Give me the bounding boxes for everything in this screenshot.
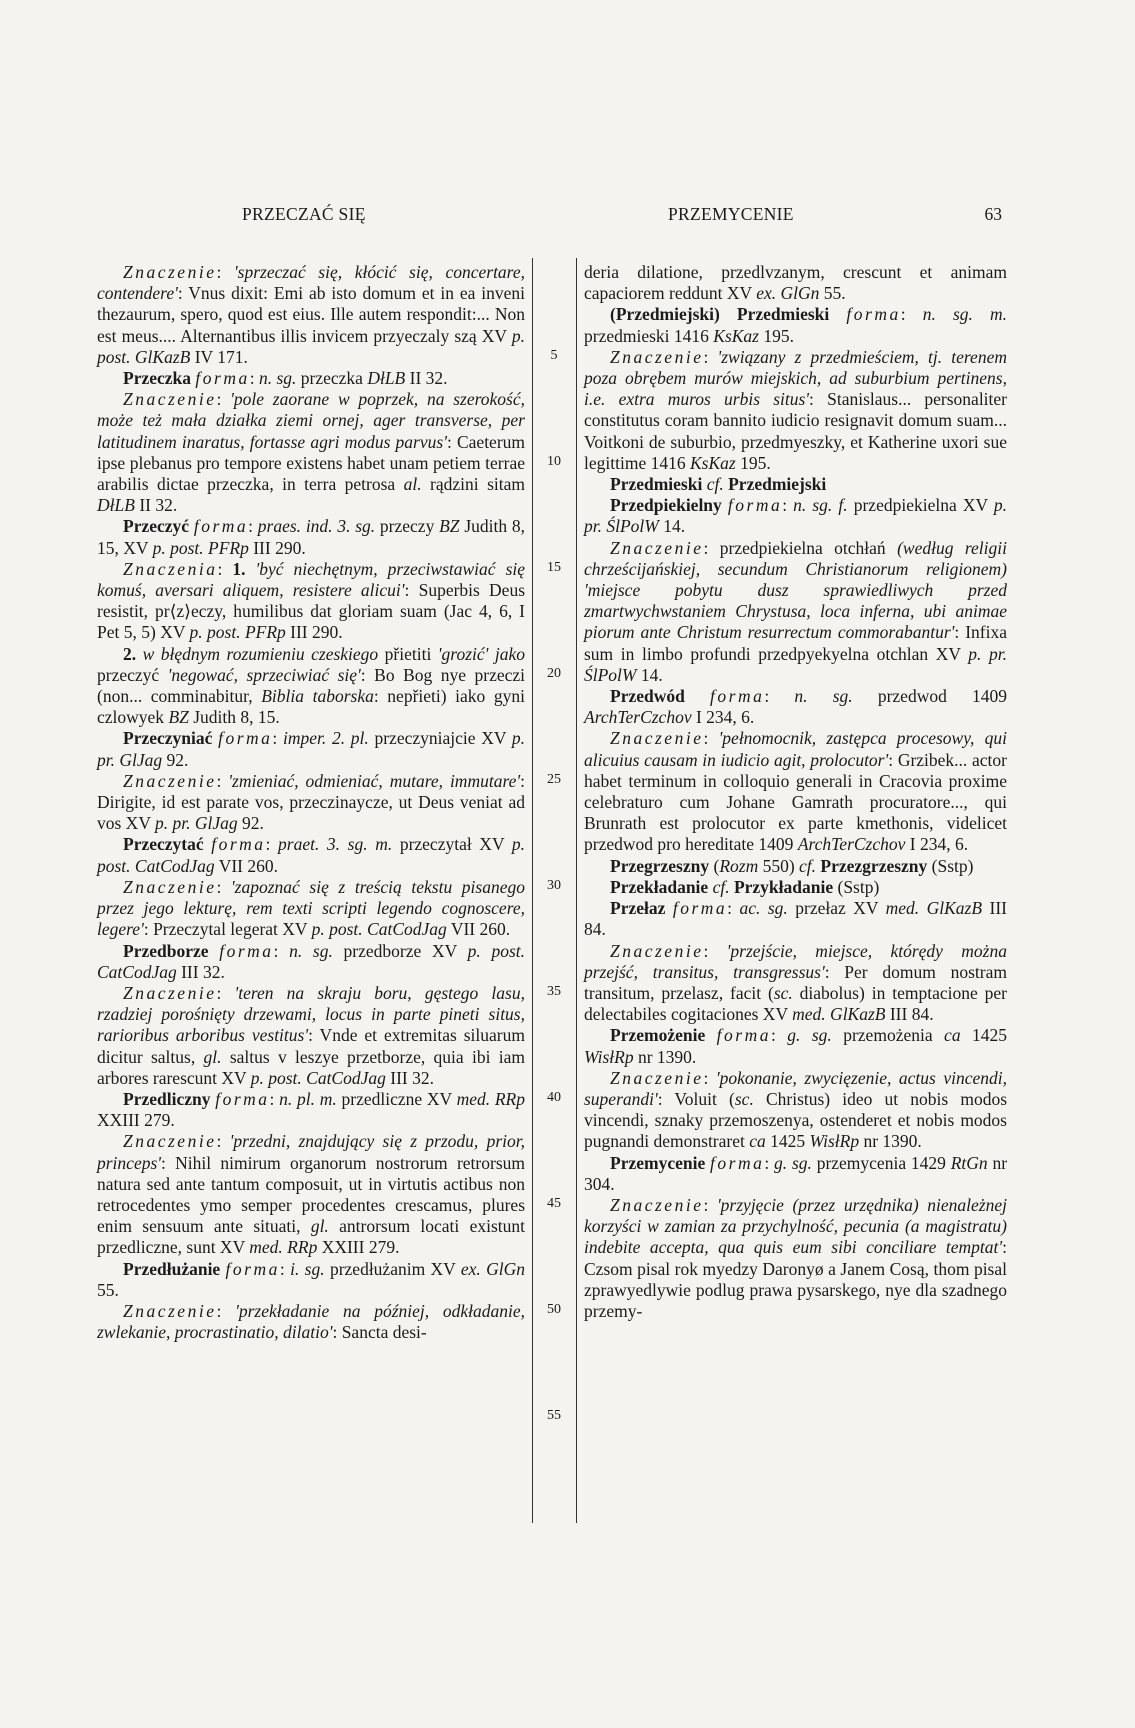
line-number: 20 (547, 666, 561, 681)
dictionary-paragraph: Znaczenie: 'zmieniać, odmieniać, mutare, immutare': Dirigite, id est parate vos, przeczinaycze, ut Deus veniat ad vos XV p. pr. GlJag 92. (97, 770, 525, 834)
dictionary-paragraph: Przedborze forma: n. sg. przedborze XV p. post. CatCodJag III 32. (97, 940, 526, 982)
line-number: 35 (547, 984, 561, 999)
dictionary-paragraph: Przemycenie forma: g. sg. przemycenia 1429 RtGn nr 304. (584, 1152, 1008, 1194)
dictionary-paragraph: Znaczenie: przedpiekielna otchłań (według religii chrześcijańskiej, secundum Christianorum religionem) 'miejsce pobytu dusz sprawiedliwych przed zmartwychwstaniem Chrystusa, loca inferna, ubi animae piorum ante Christum resurrectum commorabantur': Infixa sum in limbo profundi przedpyekyelna otchlan XV p. pr. ŚlPolW 14. (584, 537, 1007, 685)
right-column (584, 262, 1007, 1322)
dictionary-paragraph: Znaczenie: 'zapoznać się z treścią tekstu pisanego przez jego lekturę, rem texti scripti legendo cognoscere, legere': Przeczytal legerat XV p. post. CatCodJag VII 260. (97, 876, 525, 940)
dictionary-paragraph: Znaczenia: 1. 'być niechętnym, przeciwstawiać się komuś, aversari aliquem, resistere alicui': Superbis Deus resistit, pr⟨z⟩eczy, humilibus dat gloriam suam (Jac 4, 6, I Pet 5, 5) XV p. post. PFRp III 290. (97, 558, 526, 643)
dictionary-paragraph: Znaczenie: 'pole zaorane w poprzek, na szerokość, może też mała działka ziemi ornej, ager transverse, per latitudinem inaratus, fortasse agri modus parvus': Caeterum ipse plebanus pro tempore existens habet unam petiem terrae arabilis dictae przeczka, in terra petrosa al. rądzini sitam DłLB II 32. (97, 389, 526, 516)
dictionary-paragraph: Znaczenie: 'teren na skraju boru, gęstego lasu, rzadziej porośnięty drzewami, locus in parte pineti situs, rarioribus arboribus vestitus': Vnde et extremitas siluarum dicitur saltus, gl. saltus v leszye przetborze, quia ibi iam arbores rarescunt XV p. post. CatCodJag III 32. (97, 982, 525, 1088)
dictionary-paragraph: Przedliczny forma: n. pl. m. przedliczne XV med. RRp XXIII 279. (97, 1088, 525, 1131)
dictionary-paragraph: Przeczyć forma: praes. ind. 3. sg. przeczy BZ Judith 8, 15, XV p. post. PFRp III 290. (97, 516, 525, 558)
line-number: 15 (547, 560, 561, 575)
dictionary-paragraph: Przeczyniać forma: imper. 2. pl. przeczyniajcie XV p. pr. GlJag 92. (97, 728, 525, 770)
dictionary-paragraph: Znaczenie: 'przekładanie na później, odkładanie, zwlekanie, procrastinatio, dilatio': Sancta desi- (97, 1300, 525, 1343)
running-header (90, 204, 1002, 230)
column-divider-left (532, 258, 533, 1523)
dictionary-paragraph: Przekładanie cf. Przykładanie (Sstp) (610, 876, 880, 897)
dictionary-paragraph: Przeczytać forma: praet. 3. sg. m. przeczytał XV p. post. CatCodJag VII 260. (97, 834, 525, 876)
dictionary-paragraph: 2. w błędnym rozumieniu czeskiego přietiti 'grozić' jako przeczyć 'negować, sprzeciwiać się': Bo Bog nye przeczi (non... comminabitur, Biblia taborska: nepřieti) iako gyni czlowyek BZ Judith 8, 15. (97, 643, 526, 728)
line-number: 5 (550, 348, 558, 363)
line-number: 40 (547, 1090, 561, 1105)
line-number: 55 (547, 1408, 561, 1423)
dictionary-paragraph: Przemożenie forma: g. sg. przemożenia ca 1425 WisłRp nr 1390. (584, 1025, 1008, 1067)
dictionary-paragraph: Przeczka forma: n. sg. przeczka DłLB II 32. (123, 368, 448, 389)
dictionary-paragraph: Znaczenie: 'pełnomocnik, zastępca procesowy, qui alicuius causam in iudicio agit, prolocutor': Grzibek... actor habet terminum in colloquio generali in Cracovia proxime celebraturo cum Johane Gamrath procuratore..., qui Brunrath est prolocutor ex parte kmethonis, videlicet przedwod pro hereditate 1409 ArchTerCzchov I 234, 6. (584, 728, 1007, 855)
line-number: 45 (547, 1196, 561, 1211)
dictionary-paragraph: (Przedmiejski) Przedmieski forma: n. sg. m. przedmieski 1416 KsKaz 195. (584, 304, 1008, 346)
dictionary-paragraph: Znaczenie: 'sprzeczać się, kłócić się, concertare, contendere': Vnus dixit: Emi ab isto domum et in ea inveni thezaurum, spero, quod est eius. Ille autem respondit:... Non est meus.... Alternantibus illis invicem przyeczaly szą XV p. post. GlKazB IV 171. (97, 262, 525, 367)
dictionary-paragraph: Znaczenie: 'przyjęcie (przez urzędnika) nienależnej korzyści w zamian za przychylność, pecunia (a magistratu) indebite accepta, qua quis eum sibi conciliare temptat': Czsom pisal rok myedzy Daronyø a Janem Cosą, thom pisal zprawyedlywie podlug prawa pysarskego, nye dla szadnego przemy- (584, 1194, 1007, 1321)
line-number: 25 (547, 772, 561, 787)
dictionary-paragraph: Przełaz forma: ac. sg. przełaz XV med. GlKazB III 84. (584, 898, 1008, 940)
dictionary-paragraph: Znaczenie: 'przejście, miejsce, którędy można przejść, transitus, transgressus': Per domum nostram transitum, przelasz, facit (sc. diabolus) in temptacione per delectabiles cogitaciones XV med. GlKazB III 84. (584, 940, 1007, 1025)
dictionary-paragraph: Znaczenie: 'związany z przedmieściem, tj. terenem poza obrębem murów miejskich, ad suburbium pertinens, i.e. extra muros urbis situs': Stanislaus... personaliter constitutus coram bannito iudicio resignavit domum suam... Voitkoni de suburbio, przedmyeszky, et Katherine uxori sue legittime 1416 KsKaz 195. (584, 346, 1007, 473)
dictionary-paragraph: deria dilatione, przedlvzanym, crescunt et animam capaciorem reddunt XV ex. GlGn 55. (584, 262, 1007, 304)
dictionary-paragraph: Znaczenie: 'przedni, znajdujący się z przodu, prior, princeps': Nihil nimirum organorum nostrorum retrorsum natura sed ante tantum composuit, ut in virtutis actibus non retrocedentes ymo semper procedentes crescamus, plures enim sensuum ante situati, gl. antrorsum locati existunt przedliczne, sunt XV med. RRp XXIII 279. (97, 1131, 525, 1258)
dictionary-paragraph: Znaczenie: 'pokonanie, zwycięzenie, actus vincendi, superandi': Voluit (sc. Christus) ideo ut nobis modos vincendi, sznaky przemoszenya, ostenderet et nobis modos pugnandi demonstraret ca 1425 WisłRp nr 1390. (584, 1067, 1008, 1152)
dictionary-paragraph: Przedwód forma: n. sg. przedwod 1409 ArchTerCzchov I 234, 6. (584, 686, 1008, 728)
dictionary-paragraph: Przedmieski cf. Przedmiejski (610, 474, 827, 495)
left-column (97, 262, 525, 1343)
line-number: 10 (547, 454, 561, 469)
dictionary-paragraph: Przegrzeszny (Rozm 550) cf. Przezgrzeszny (Sstp) (610, 855, 974, 876)
left-running-head: PRZECZAĆ SIĘ (242, 204, 366, 224)
line-number: 30 (547, 878, 561, 893)
dictionary-paragraph: Przedpiekielny forma: n. sg. f. przedpiekielna XV p. pr. ŚlPolW 14. (584, 495, 1007, 537)
column-divider-right (576, 258, 577, 1523)
page-number: 63 (984, 204, 1002, 224)
right-running-head: PRZEMYCENIE (668, 204, 794, 224)
dictionary-paragraph: Przedłużanie forma: i. sg. przedłużanim XV ex. GlGn 55. (97, 1258, 525, 1300)
line-number: 50 (547, 1302, 561, 1317)
